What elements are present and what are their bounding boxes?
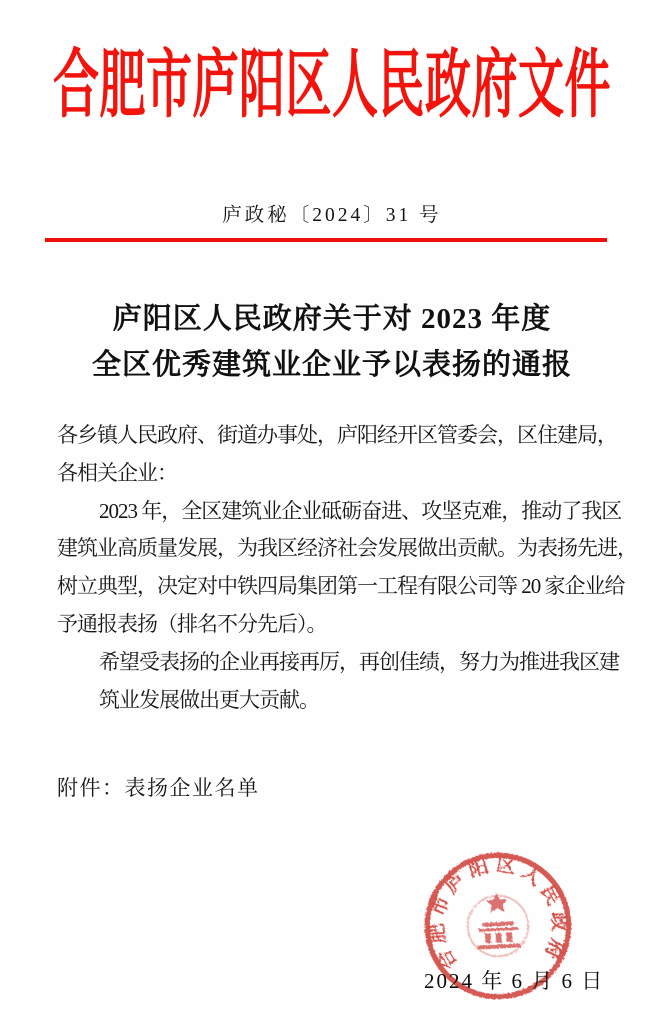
document-masthead-title: 合肥市庐阳区人民政府文件 [53, 43, 611, 127]
document-title-line-2: 全区优秀建筑业企业予以表扬的通报 [91, 349, 572, 381]
document-title [0, 296, 664, 388]
body-line: 筑业发展做出更大贡献。 [99, 687, 319, 712]
seal-star [486, 892, 508, 913]
seal-arc-text: 合肥市庐阳区人民政府 [426, 854, 569, 973]
body-line: 树立典型，决定对中铁四局集团第一工程有限公司等 20 家企业给 [57, 574, 625, 599]
document-title-line-1: 庐阳区人民政府关于对 2023 年度 [112, 303, 552, 335]
red-divider-line [45, 238, 607, 242]
document-body [57, 417, 637, 719]
document-number: 庐政秘〔2024〕31 号 [222, 205, 442, 226]
body-line: 各乡镇人民政府、街道办事处，庐阳经开区管委会，区住建局， [57, 423, 617, 447]
body-line: 2023 年，全区建筑业企业砥砺奋进、攻坚克难，推动了我区 [99, 498, 622, 523]
seal-national-emblem [466, 891, 530, 957]
body-line: 予通报表扬（排名不分先后）。 [57, 611, 327, 636]
body-line: 各相关企业： [57, 460, 177, 485]
body-line: 建筑业高质量发展，为我区经济社会发展做出贡献。为表扬先进， [57, 536, 637, 561]
document-date: 2024 年 6 月 6 日 [424, 969, 605, 993]
body-line: 希望受表扬的企业再接再厉，再创佳绩，努力为推进我区建 [99, 649, 619, 674]
attachment-note: 附件：表扬企业名单 [57, 776, 260, 800]
